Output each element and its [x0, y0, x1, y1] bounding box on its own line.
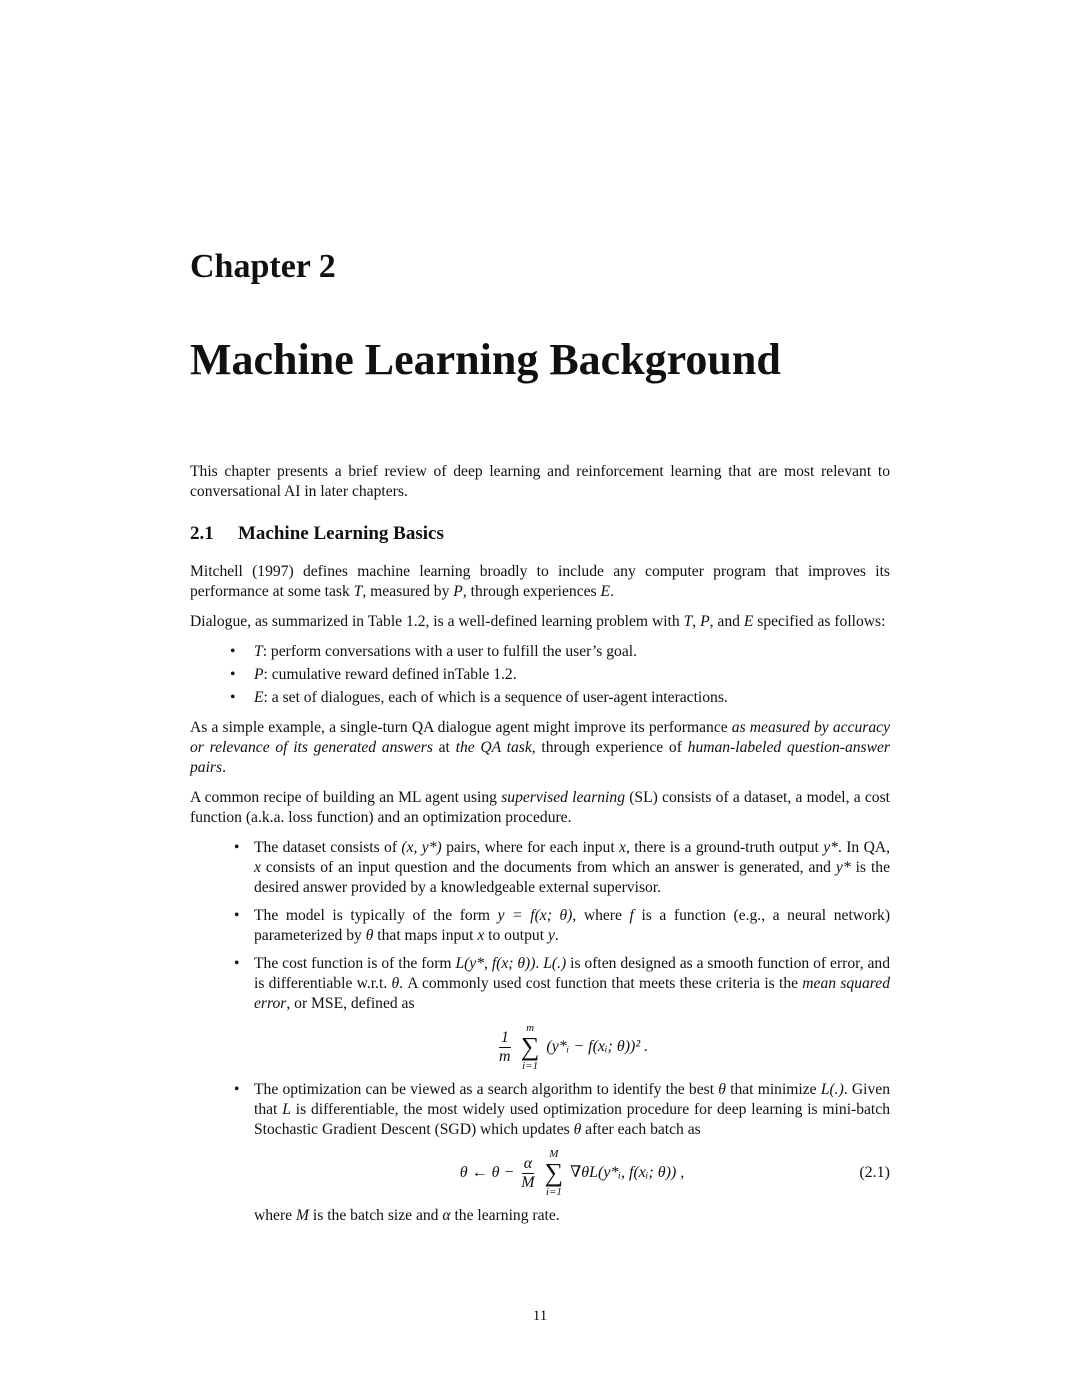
bullet-icon: •: [230, 666, 236, 683]
list-item: • E: a set of dialogues, each of which is a sequence of user-agent interactions.: [230, 689, 728, 706]
section-heading: [190, 524, 890, 544]
dialogue-paragraph: Dialogue, as summarized in Table 1.2, is a well-defined learning problem with T, P, and E specified as follows:: [190, 613, 886, 630]
mitchell-paragraph: Mitchell (1997) defines machine learning broadly to include any computer program that improves its performance at some task T, measured by P, through experiences E.: [190, 563, 890, 600]
tpe-list: [190, 642, 890, 708]
list-item-dataset: • The dataset consists of (x, y*) pairs, where for each input x, there is a ground-truth output y*. In QA, x consists of an input question and the documents from which an answer is generated, and y* is the desired answer provided by a knowledgeable external supervisor.: [234, 839, 891, 896]
list-item: • T: perform conversations with a user to fulfill the user’s goal.: [230, 643, 637, 660]
section-number: 2.1: [190, 523, 214, 544]
mse-equation: $\frac{1}{m}$ m ∑ i=1 (y*ᵢ − f(xᵢ; θ))² .: [499, 1022, 649, 1072]
list-item: • P: cumulative reward defined inTable 1.2.: [230, 666, 517, 683]
bullet-icon: •: [230, 643, 236, 660]
sgd-equation: θ ← θ − $\frac{\alpha}{M}$ M ∑ i=1 ∇θL(y*ᵢ, f(xᵢ; θ)) , (2.1): [459, 1148, 890, 1198]
list-item-optimization: • The optimization can be viewed as a search algorithm to identify the best θ that minimize L(.). Given that L is differentiable, the most widely used optimization procedure for deep learning is mini-batch Stochastic Gradient Descent (SGD) which updates θ after each batch as θ ← θ − $\frac{\alpha}{M}$ M ∑ i=1 ∇θL(y*ᵢ, f(xᵢ; θ)) , (2.1) where M is the batch size and α the learning rate.: [234, 1081, 890, 1224]
bullet-icon: •: [230, 689, 236, 706]
where-line: where M is the batch size and α the learning rate.: [254, 1207, 560, 1224]
bullet-icon: •: [234, 1081, 240, 1098]
recipe-paragraph: A common recipe of building an ML agent using supervised learning (SL) consists of a dataset, a model, a cost function (a.k.a. loss function) and an optimization procedure.: [190, 789, 890, 826]
body-text: [190, 462, 890, 1236]
chapter-title: Machine Learning Background: [190, 335, 781, 384]
list-item-model: • The model is typically of the form y = f(x; θ), where f is a function (e.g., a neural network) parameterized by θ that maps input x to output y.: [234, 907, 891, 944]
recipe-list: [190, 838, 890, 1226]
equation-number: (2.1): [859, 1164, 890, 1181]
bullet-icon: •: [234, 839, 240, 856]
bullet-icon: •: [234, 955, 240, 972]
chapter-label: Chapter 2: [190, 248, 336, 285]
section-title: Machine Learning Basics: [238, 523, 444, 544]
bullet-icon: •: [234, 907, 240, 924]
intro-paragraph: This chapter presents a brief review of deep learning and reinforcement learning that are most relevant to conversational AI in later chapters.: [190, 463, 890, 500]
page-number: 11: [532, 1308, 548, 1324]
list-item-cost: • The cost function is of the form L(y*, f(x; θ)). L(.) is often designed as a smooth function of error, and is differentiable w.r.t. θ. A commonly used cost function that meets these criteria is the mean squared error, or MSE, defined as $\frac{1}{m}$ m ∑ i=1 (y*ᵢ − f(xᵢ; θ))² .: [234, 955, 891, 1072]
qa-example-paragraph: As a simple example, a single-turn QA dialogue agent might improve its performance as measured by accuracy or relevance of its generated answers at the QA task, through experience of human-labeled question-answer pairs.: [190, 719, 891, 776]
